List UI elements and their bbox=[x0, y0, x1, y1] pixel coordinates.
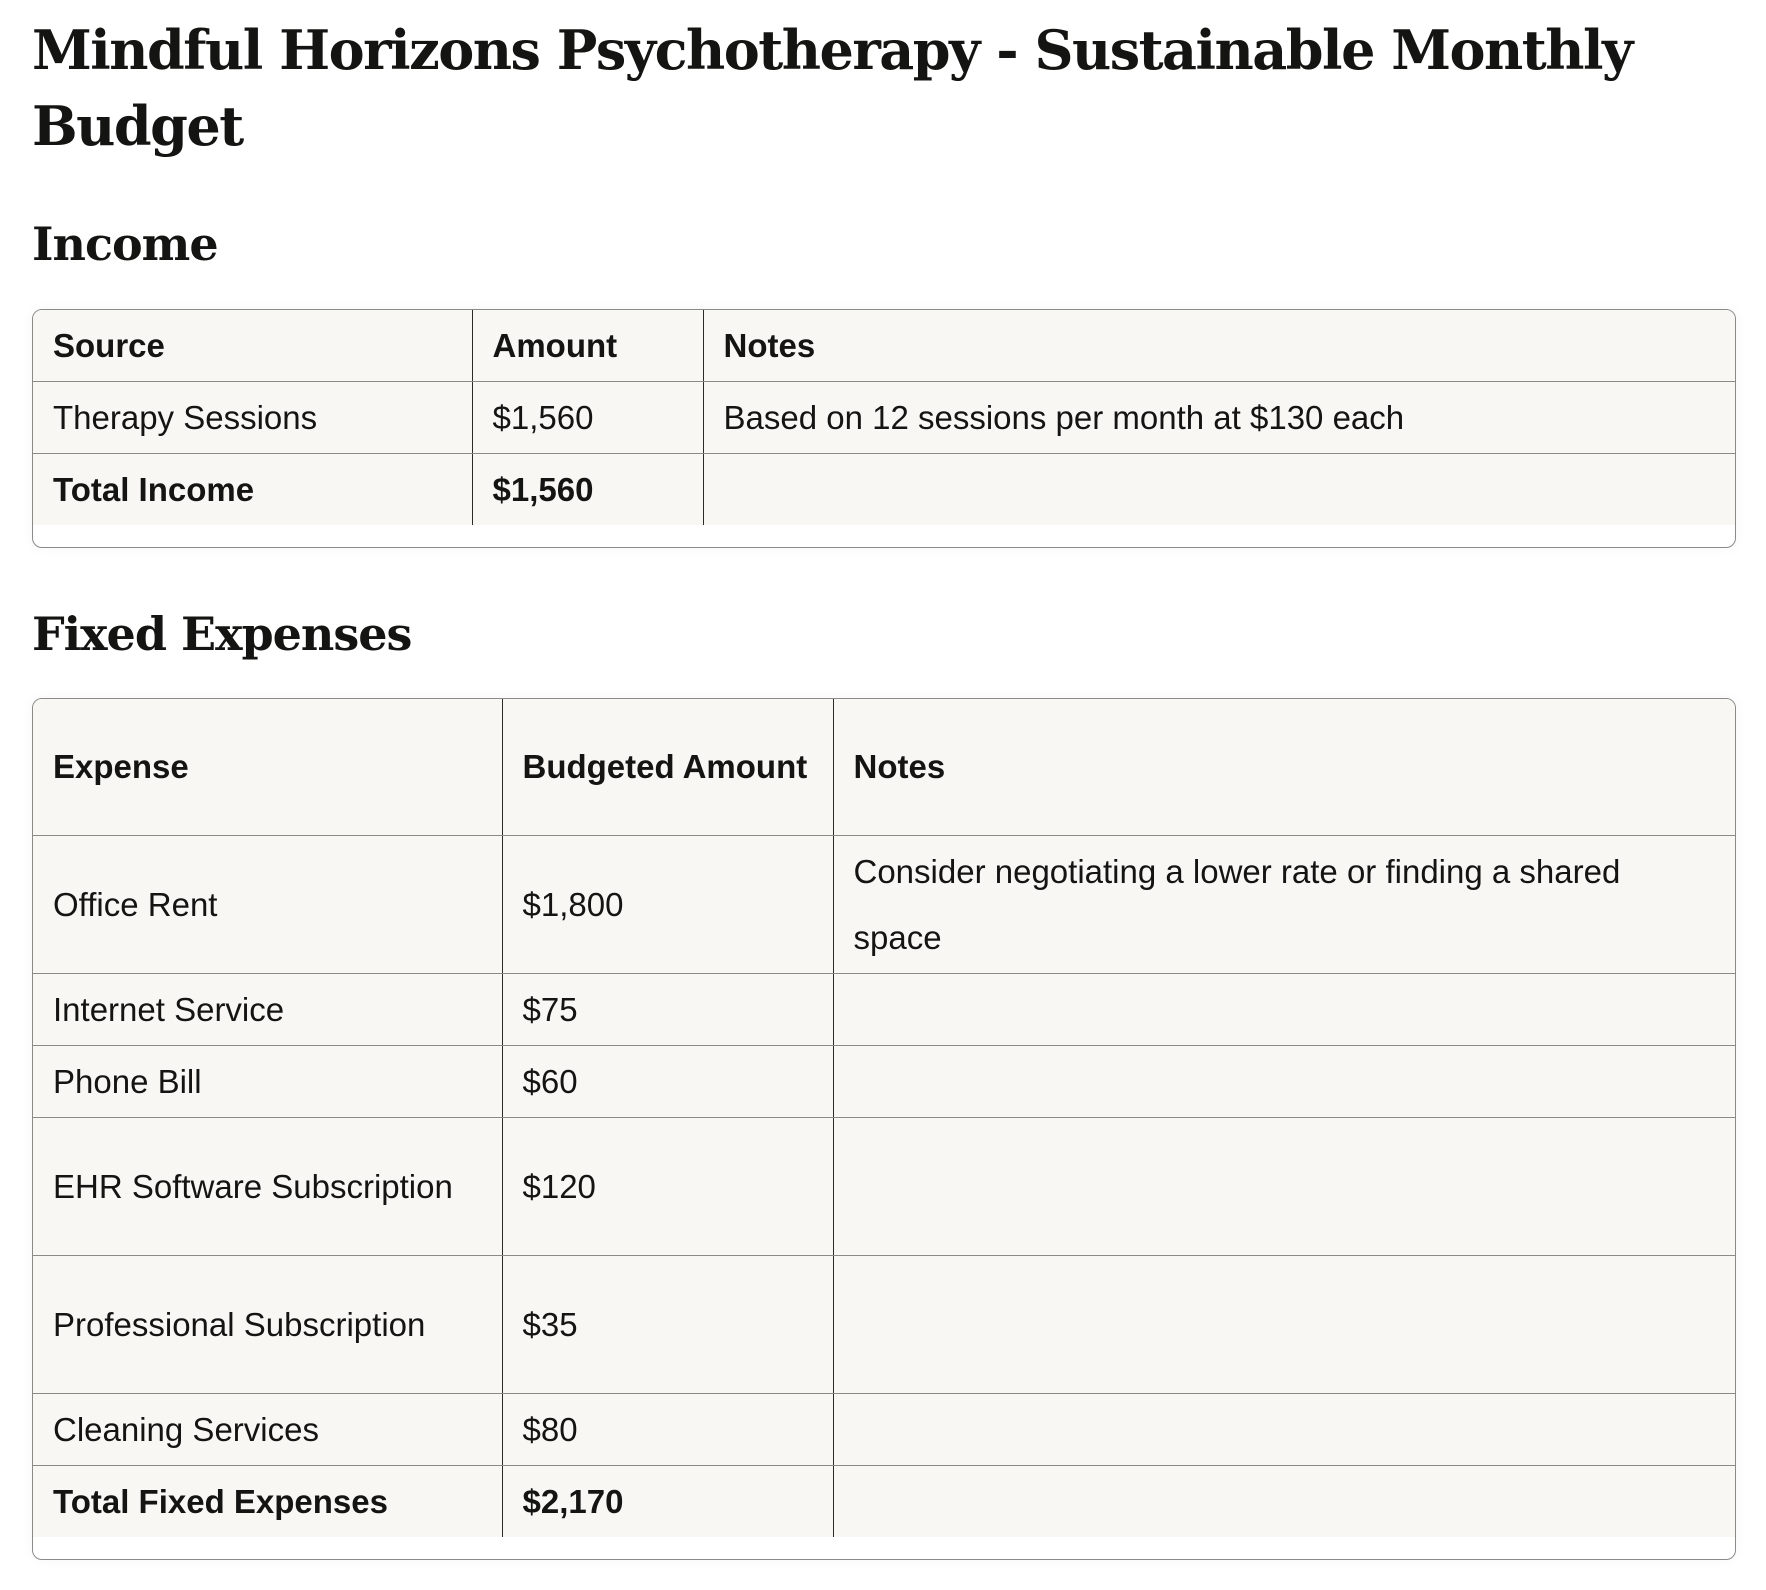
page-title: Mindful Horizons Psychotherapy - Sustainable Monthly Budget bbox=[32, 18, 1632, 158]
expense-name-cell: Professional Subscription bbox=[33, 1256, 502, 1394]
table-row bbox=[33, 836, 1735, 974]
total-income-label: Total Income bbox=[33, 454, 472, 526]
total-income-notes bbox=[703, 454, 1735, 526]
expense-name-cell: Cleaning Services bbox=[33, 1394, 502, 1466]
expense-notes-cell bbox=[833, 974, 1735, 1046]
column-header-budgeted-amount: Budgeted Amount bbox=[502, 699, 833, 836]
income-table-container bbox=[32, 309, 1736, 548]
expense-notes-cell bbox=[833, 1118, 1735, 1256]
expense-amount-cell: $1,800 bbox=[502, 836, 833, 974]
income-heading: Income bbox=[32, 217, 218, 271]
income-total-row bbox=[33, 454, 1735, 526]
column-header-source: Source bbox=[33, 310, 472, 382]
table-row bbox=[33, 974, 1735, 1046]
income-amount-cell: $1,560 bbox=[472, 382, 703, 454]
fixed-expenses-heading: Fixed Expenses bbox=[32, 607, 412, 661]
total-fixed-expenses-notes bbox=[833, 1466, 1735, 1538]
table-row bbox=[33, 1394, 1735, 1466]
expense-notes-cell bbox=[833, 1394, 1735, 1466]
expense-notes-cell: Consider negotiating a lower rate or finding a shared space bbox=[833, 836, 1735, 974]
expense-name-cell: Phone Bill bbox=[33, 1046, 502, 1118]
table-row bbox=[33, 1118, 1735, 1256]
total-income-amount: $1,560 bbox=[472, 454, 703, 526]
expense-name-cell: Internet Service bbox=[33, 974, 502, 1046]
budget-document bbox=[0, 12, 1766, 1560]
expense-amount-cell: $75 bbox=[502, 974, 833, 1046]
table-row bbox=[33, 1046, 1735, 1118]
fixed-expenses-table bbox=[33, 699, 1735, 1537]
expense-name-cell: Office Rent bbox=[33, 836, 502, 974]
expense-amount-cell: $120 bbox=[502, 1118, 833, 1256]
expense-amount-cell: $35 bbox=[502, 1256, 833, 1394]
total-fixed-expenses-label: Total Fixed Expenses bbox=[33, 1466, 502, 1538]
expense-amount-cell: $60 bbox=[502, 1046, 833, 1118]
expense-notes-cell bbox=[833, 1256, 1735, 1394]
total-fixed-expenses-amount: $2,170 bbox=[502, 1466, 833, 1538]
expense-notes-cell bbox=[833, 1046, 1735, 1118]
fixed-expenses-header-row bbox=[33, 699, 1735, 836]
table-row bbox=[33, 382, 1735, 454]
fixed-expenses-total-row bbox=[33, 1466, 1735, 1538]
income-table bbox=[33, 310, 1735, 525]
column-header-notes: Notes bbox=[703, 310, 1735, 382]
income-header-row bbox=[33, 310, 1735, 382]
fixed-expenses-table-container bbox=[32, 698, 1736, 1560]
expense-amount-cell: $80 bbox=[502, 1394, 833, 1466]
column-header-amount: Amount bbox=[472, 310, 703, 382]
income-notes-cell: Based on 12 sessions per month at $130 each bbox=[703, 382, 1735, 454]
column-header-expense: Expense bbox=[33, 699, 502, 836]
column-header-notes: Notes bbox=[833, 699, 1735, 836]
table-row bbox=[33, 1256, 1735, 1394]
expense-name-cell: EHR Software Subscription bbox=[33, 1118, 502, 1256]
income-source-cell: Therapy Sessions bbox=[33, 382, 472, 454]
